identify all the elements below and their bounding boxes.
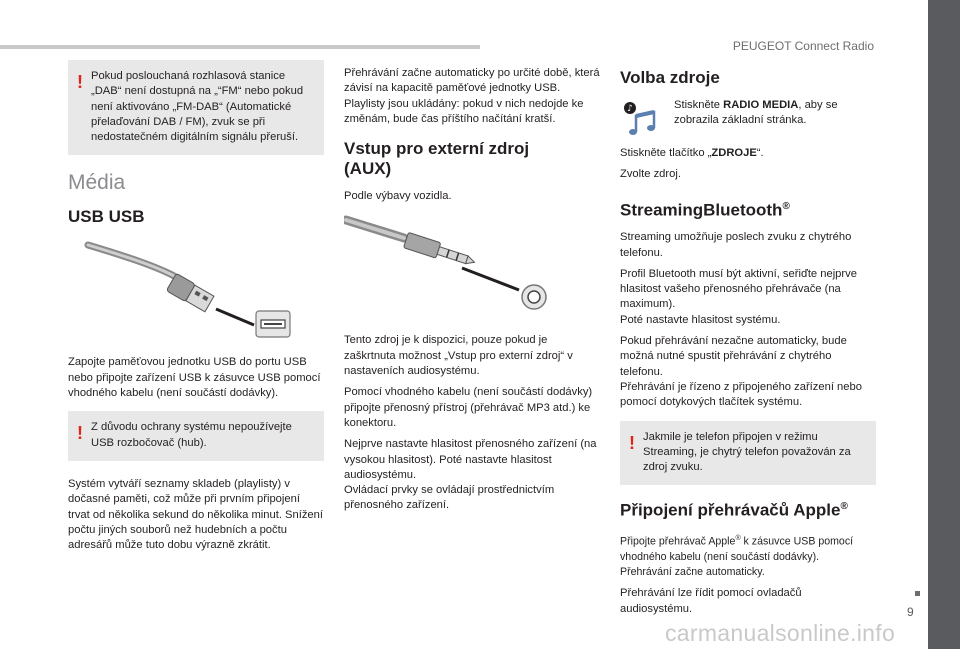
aux-text-4b: Ovládací prvky se ovládají prostřednictvím přenosného zařízení. xyxy=(344,484,555,512)
sources-label: ZDROJE xyxy=(711,147,757,159)
aux-text-4 xyxy=(344,437,600,513)
aux-illustration xyxy=(344,210,600,325)
apple-text-2: Přehrávání lze řídit pomocí ovladačů audiosystému. xyxy=(620,587,802,615)
radio-media-label: RADIO MEDIA xyxy=(723,99,799,111)
sources-button-text: Stiskněte tlačítko „ZDROJE“. xyxy=(620,147,764,159)
aux-heading-line2: (AUX) xyxy=(344,159,392,179)
aux-text-4a: Nejprve nastavte hlasitost přenosného zařízení (na vysokou hlasitost). Poté nastavte hlasitost audiosystému. xyxy=(344,438,597,481)
aux-text-3: Pomocí vhodného kabelu (není součástí dodávky) připojte přenosný přístroj (přehrávač MP3 atd.) ke konektoru. xyxy=(344,386,593,429)
section-title-media: Média xyxy=(68,171,126,195)
note-text: Z důvodu ochrany systému nepoužívejte USB rozbočovač (hub). xyxy=(91,421,292,449)
apple-heading: Připojení přehrávačů Apple® xyxy=(620,501,848,521)
apple-text-1: Připojte přehrávač Apple® k zásuvce USB pomocí vhodného kabelu (není součástí dodávky). Přehrávání začne automaticky. xyxy=(620,535,854,579)
playlist-text: Systém vytváří seznamy skladeb (playlisty) v dočasné paměti, což může při prvním připojení trvat od několika sekund do několika minut. Snížení počtu jiných souborů než hudebních a počtu adresářů může tuto dobu výrazně zkrátit. xyxy=(68,477,323,552)
warning-note-dab xyxy=(68,60,324,155)
usb-text: Zapojte paměťovou jednotku USB do portu USB nebo připojte zařízení USB k zásuvce USB pomocí vhodného kabelu (není součástí dodávky). xyxy=(68,356,321,400)
bluetooth-heading: StreamingBluetooth® xyxy=(620,200,790,220)
warning-note-streaming xyxy=(620,421,876,486)
aux-heading-line1: Vstup pro externí zdroj xyxy=(344,139,530,159)
warning-icon: ! xyxy=(77,72,83,92)
bt-text-1: Streaming umožňuje poslech zvuku z chytrého telefonu. xyxy=(620,231,852,259)
svg-text:♪: ♪ xyxy=(627,104,633,114)
playback-text: Přehrávání začne automaticky po určité době, která závisí na kapacitě paměťové jednotky USB. Playlisty jsou ukládány: pokud v nich nedojde ke změnám, bude čas příštího načítání kratší. xyxy=(344,67,600,125)
page-number: 9 xyxy=(907,605,914,619)
header-title: PEUGEOT Connect Radio xyxy=(732,39,874,53)
aux-jack-illustration xyxy=(344,210,600,325)
radio-media-text: Stiskněte RADIO MEDIA, aby se zobrazila základní stránka. xyxy=(674,99,838,127)
radio-media-instruction xyxy=(620,98,876,138)
usb-illustration xyxy=(68,237,324,347)
column-middle xyxy=(344,66,600,520)
watermark: carmanualsonline.info xyxy=(665,620,896,646)
warning-icon: ! xyxy=(77,423,83,444)
header-rule xyxy=(0,45,480,49)
aux-heading xyxy=(344,139,600,179)
usb-heading: USB USB xyxy=(68,207,145,227)
bt-text-3: Pokud přehrávání nezačne automaticky, bude možná nutné spustit přehrávání z chytrého telefonu. Přehrávání je řízeno z připojeného zařízení nebo pomocí dotykových tlačítek systému. xyxy=(620,335,862,409)
note-text: Jakmile je telefon připojen v režimu Streaming, je chytrý telefon považován za zdroj zvuku. xyxy=(643,430,851,474)
warning-note-hub xyxy=(68,411,324,461)
source-heading: Volba zdroje xyxy=(620,68,720,87)
warning-icon: ! xyxy=(629,432,635,453)
page-side-bar xyxy=(928,0,960,649)
music-note-icon xyxy=(620,98,660,138)
bt-text-2: Profil Bluetooth musí být aktivní, seřiďte nejprve hlasitost vašeho přenosného přehrávače (na maximum). Poté nastavte hlasitost systému. xyxy=(620,267,857,326)
aux-text-2: Tento zdroj je k dispozici, pouze pokud je zaškrtnuta možnost „Vstup pro externí zdroj“ v nastaveních audiosystému. xyxy=(344,334,573,378)
page-marker xyxy=(915,591,920,596)
usb-plug-illustration xyxy=(68,237,324,347)
note-text: Pokud poslouchaná rozhlasová stanice „DAB“ není dostupná na „“FM“ nebo pokud není aktivováno „FM-DAB“ (Automatické přelaďování DAB / FM), zvuk se při nedostatečném digitálním signálu přeruší. xyxy=(91,70,304,144)
aux-text-1: Podle výbavy vozidla. xyxy=(344,190,452,203)
select-source-text: Zvolte zdroj. xyxy=(620,168,681,181)
column-left xyxy=(68,60,324,559)
column-right xyxy=(620,68,876,623)
